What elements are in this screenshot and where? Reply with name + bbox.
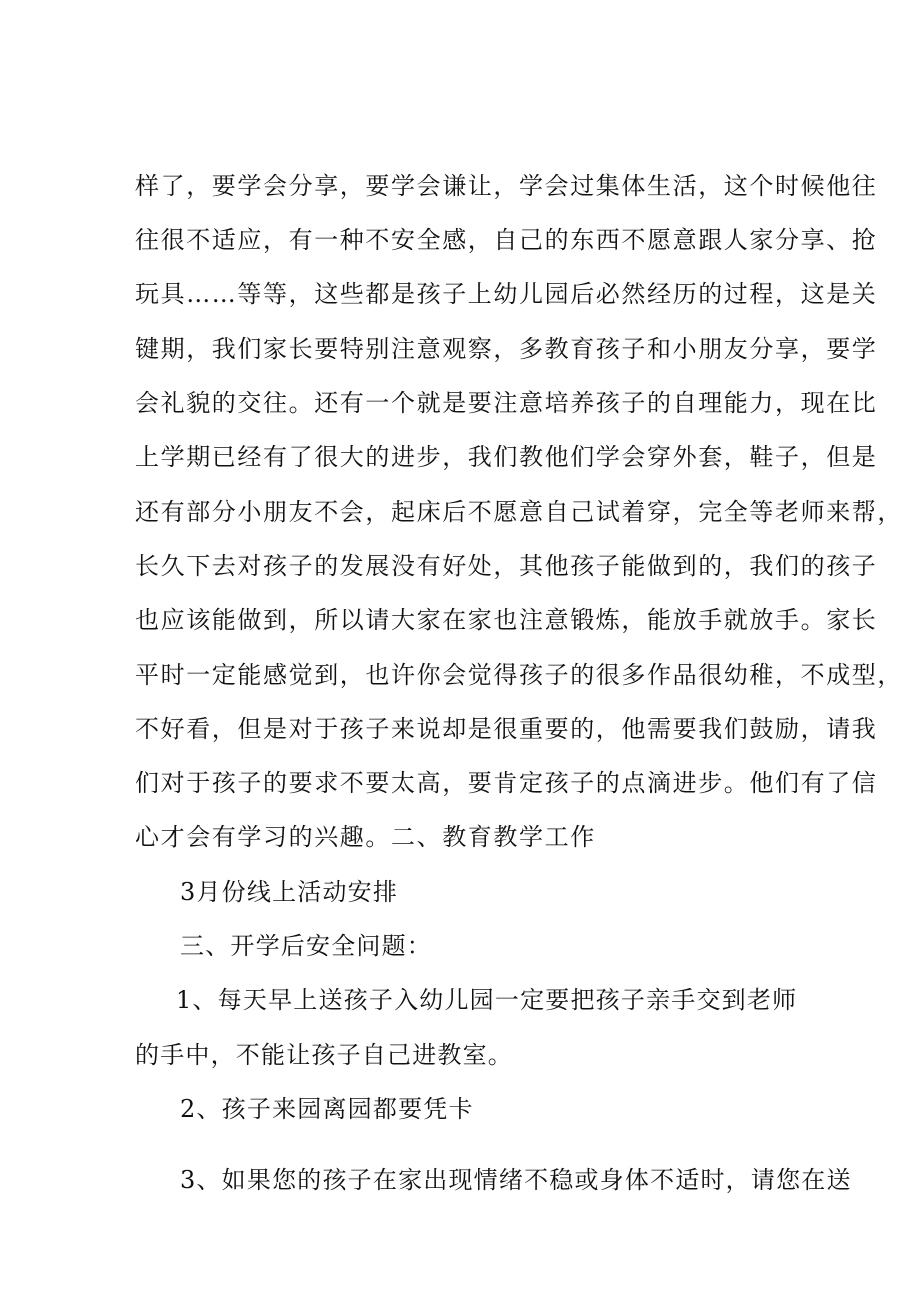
paragraph-line: 平时一定能感觉到，也许你会觉得孩子的很多作品很幼稚，不成型， — [135, 661, 903, 689]
paragraph-line: 样了，要学会分享，要学会谦让，学会过集体生活，这个时候他往 — [135, 172, 878, 200]
paragraph-line: 键期，我们家长要特别注意观察，多教育孩子和小朋友分享，要学 — [135, 335, 878, 363]
paragraph-line: 也应该能做到，所以请大家在家也注意锻炼，能放手就放手。家长 — [135, 606, 878, 634]
item-1-line-1: 1、每天早上送孩子入幼儿园一定要把孩子亲手交到老师 — [176, 986, 798, 1014]
paragraph-line: 心才会有学习的兴趣。二、教育教学工作 — [135, 823, 596, 851]
item-3: 3、如果您的孩子在家出现情绪不稳或身体不适时，请您在送 — [180, 1166, 852, 1194]
paragraph-line: 玩具……等等，这些都是孩子上幼儿园后必然经历的过程，这是关 — [135, 280, 878, 308]
paragraph-line: 往很不适应，有一种不安全感，自己的东西不愿意跟人家分享、抢 — [135, 226, 878, 254]
item-1-line-2: 的手中，不能让孩子自己进教室。 — [135, 1041, 513, 1069]
item-2: 2、孩子来园离园都要凭卡 — [180, 1095, 474, 1123]
paragraph-line: 还有部分小朋友不会，起床后不愿意自己试着穿，完全等老师来帮， — [135, 498, 903, 526]
march-schedule-line: 3月份线上活动安排 — [180, 878, 399, 906]
paragraph-line: 不好看，但是对于孩子来说却是很重要的，他需要我们鼓励，请我 — [135, 715, 878, 743]
paragraph-line: 们对于孩子的要求不要太高，要肯定孩子的点滴进步。他们有了信 — [135, 769, 878, 797]
paragraph-line: 长久下去对孩子的发展没有好处，其他孩子能做到的，我们的孩子 — [135, 552, 878, 580]
section-three-heading: 三、开学后安全问题： — [180, 932, 432, 960]
paragraph-line: 会礼貌的交往。还有一个就是要注意培养孩子的自理能力，现在比 — [135, 389, 878, 417]
paragraph-line: 上学期已经有了很大的进步，我们教他们学会穿外套，鞋子，但是 — [135, 443, 878, 471]
